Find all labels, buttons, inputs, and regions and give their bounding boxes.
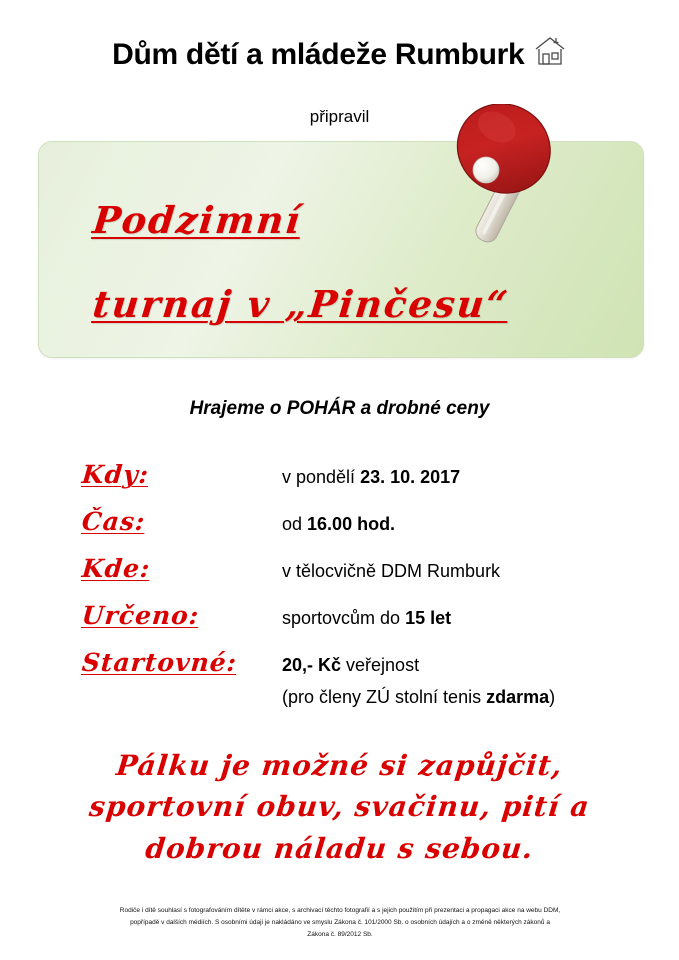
detail-value-when-prefix: v pondělí	[282, 467, 361, 487]
bring-line-1: Pálku je možné si zapůjčit,	[114, 749, 565, 782]
detail-label-when: Kdy:	[80, 460, 151, 489]
bring-with-you-note	[0, 745, 679, 869]
detail-value-audience-prefix: sportovcům do	[282, 608, 406, 628]
banner-line-1: Podzimní	[90, 198, 304, 242]
legal-disclaimer	[40, 905, 640, 941]
bring-line-3: dobrou náladu s sebou.	[143, 831, 536, 865]
detail-label-place: Kde:	[80, 554, 152, 583]
page-title: Dům dětí a mládeže Rumburk	[112, 38, 525, 71]
table-tennis-paddle-icon	[420, 104, 590, 264]
detail-row-audience	[82, 601, 602, 630]
fee-note-suffix: )	[549, 687, 556, 707]
detail-label-fee: Startovné:	[80, 648, 239, 677]
detail-row-time	[82, 507, 602, 536]
detail-value-place	[282, 559, 602, 582]
disclaimer-line-1: Rodiče i dítě souhlasí s fotografováním dítěte v rámci akce, s archivací těchto fotografií a s jejich použitím při prezentaci a propagaci akce na webu DDM,	[119, 907, 561, 914]
fee-note-bold: zdarma	[486, 687, 550, 707]
detail-value-time-bold: 16.00 hod.	[307, 514, 396, 534]
prizes-subtitle: Hrajeme o POHÁR a drobné ceny	[189, 398, 490, 419]
house-icon	[533, 34, 567, 68]
banner-line-2: turnaj v „Pinčesu“	[90, 282, 512, 326]
detail-value-place-prefix: v tělocvičně DDM Rumburk	[282, 561, 501, 581]
detail-value-when-bold: 23. 10. 2017	[360, 467, 461, 487]
bring-line-2: sportovní obuv, svačinu, pití a	[87, 790, 592, 824]
detail-value-fee-suffix: veřejnost	[341, 655, 420, 675]
detail-value-time-prefix: od	[282, 514, 308, 534]
detail-label-time: Čas:	[80, 507, 147, 536]
detail-value-audience	[282, 606, 602, 629]
detail-value-fee-bold: 20,- Kč	[282, 655, 342, 675]
document-header	[0, 34, 679, 76]
detail-row-when	[82, 460, 602, 489]
fee-note	[282, 687, 602, 708]
detail-value-fee	[282, 653, 602, 676]
detail-value-audience-bold: 15 let	[405, 608, 452, 628]
detail-value-when	[282, 465, 602, 488]
disclaimer-line-2: popřípadě v dalších médiích. S osobními údaji je nakládáno ve smyslu Zákona č. 101/2000 Sb. o osobních údajích a o změně některých zákonů a	[130, 919, 550, 927]
detail-row-place	[82, 554, 602, 583]
detail-label-audience: Určeno:	[80, 601, 201, 630]
detail-value-time	[282, 512, 602, 535]
detail-row-fee	[82, 648, 602, 677]
event-details	[82, 460, 602, 708]
fee-note-prefix: (pro členy ZÚ stolní tenis	[282, 687, 487, 707]
prepared-by-text: připravil	[309, 107, 370, 126]
disclaimer-line-3: Zákona č. 89/2012 Sb.	[307, 931, 373, 939]
